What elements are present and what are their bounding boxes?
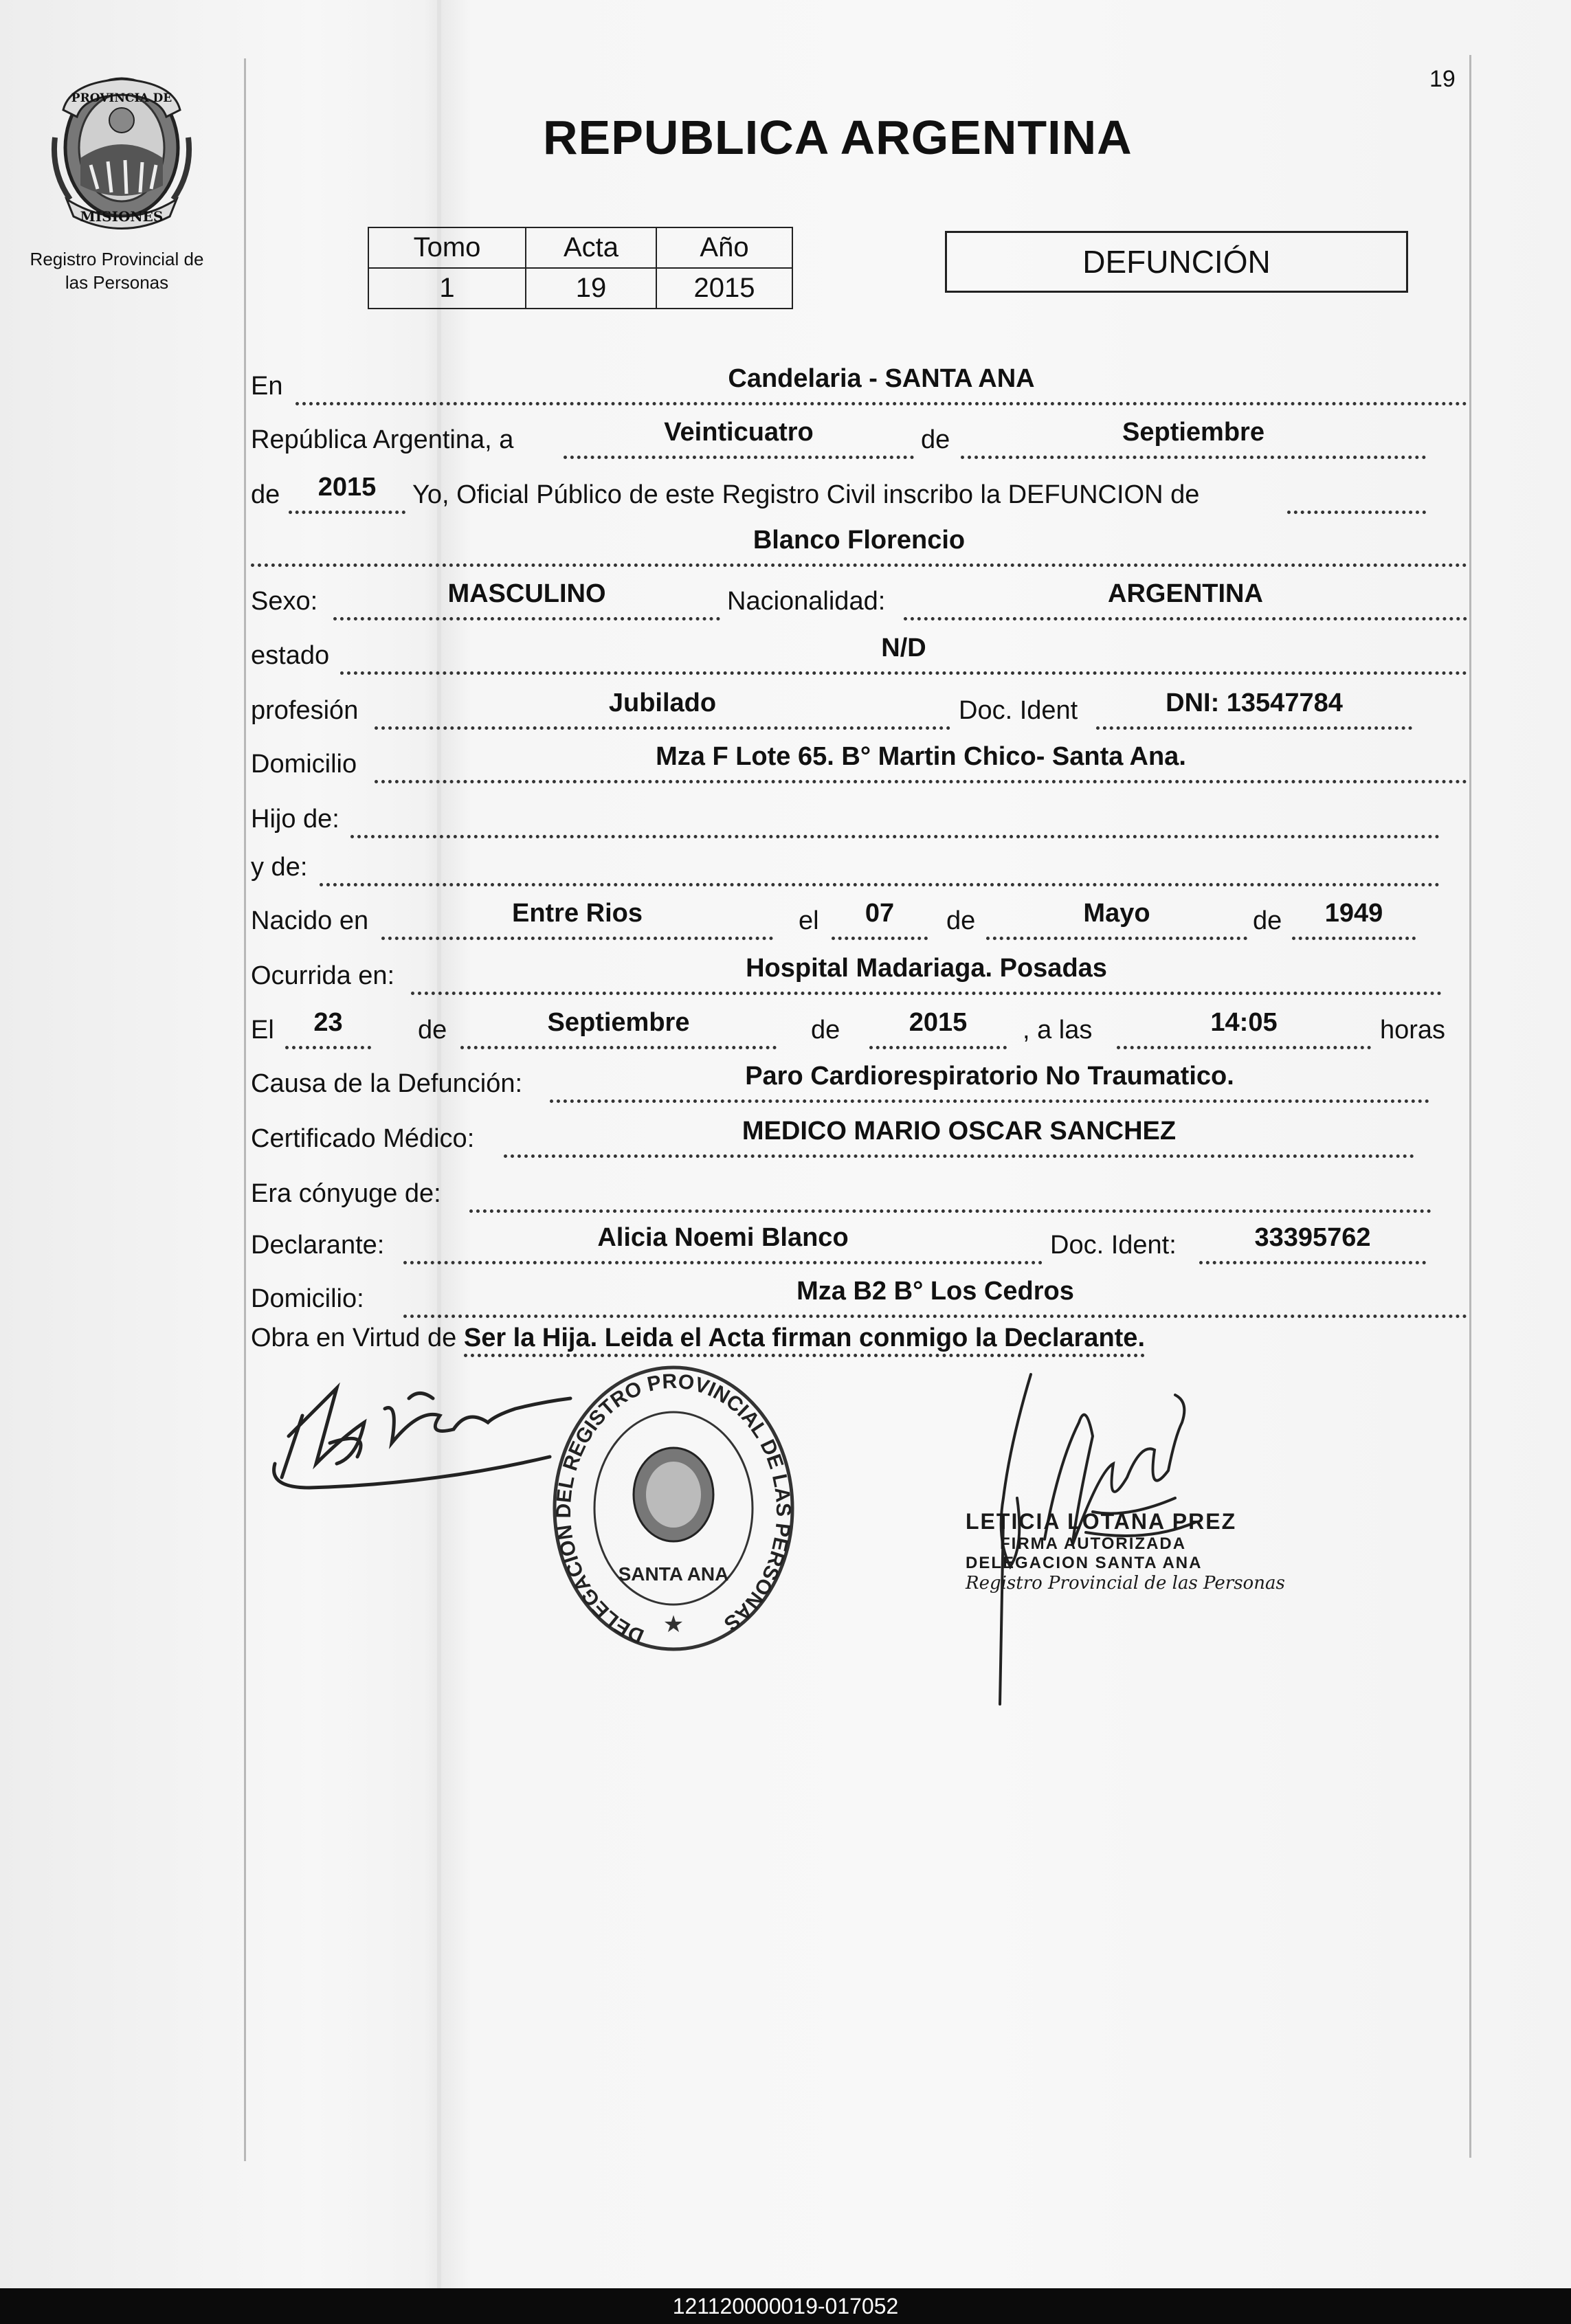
- right-margin-line: [1469, 55, 1471, 2158]
- value-acta: 19: [526, 268, 656, 309]
- label-causa: Causa de la Defunción:: [251, 1069, 523, 1098]
- label-ocurrida-en: Ocurrida en:: [251, 961, 395, 990]
- field-causa: Paro Cardiorespiratorio No Traumatico.: [550, 1061, 1429, 1103]
- label-profesion: profesión: [251, 696, 359, 725]
- document-title: REPUBLICA ARGENTINA: [543, 111, 1133, 164]
- label-de-nac-anio: de: [1253, 906, 1282, 935]
- label-domicilio: Domicilio: [251, 750, 357, 779]
- field-blank-oficial: [1287, 472, 1426, 514]
- label-nacionalidad: Nacionalidad:: [727, 587, 886, 616]
- field-domicilio-declarante: Mza B2 B° Los Cedros: [403, 1276, 1467, 1318]
- row-anio-oficial: [251, 473, 1467, 514]
- value-tomo: 1: [368, 268, 526, 309]
- field-anio-nacimiento: 1949: [1292, 898, 1416, 940]
- field-declarante: Alicia Noemi Blanco: [403, 1222, 1043, 1264]
- row-obra-en-virtud: [251, 1316, 1467, 1357]
- label-horas: horas: [1380, 1016, 1446, 1044]
- field-domicilio: Mza F Lote 65. B° Martin Chico- Santa Ana.: [375, 741, 1467, 783]
- row-lugar: [251, 364, 1467, 405]
- label-conyuge: Era cónyuge de:: [251, 1179, 441, 1208]
- row-hijo-de: [251, 797, 1467, 838]
- official-name: LETICIA LOTANA PREZ: [966, 1509, 1237, 1534]
- row-nombre: [251, 526, 1467, 567]
- field-doc-declarante: 33395762: [1199, 1222, 1426, 1264]
- field-hijo-de: [350, 796, 1440, 838]
- obra-line: [251, 1323, 1145, 1353]
- row-conyuge: [251, 1172, 1467, 1213]
- row-domicilio: [251, 742, 1467, 783]
- field-dia: Veinticuatro: [564, 417, 914, 459]
- official-role: FIRMA AUTORIZADA: [1000, 1534, 1187, 1553]
- label-doc: Doc. Ident: [959, 696, 1078, 725]
- field-dia-nacimiento: 07: [832, 898, 928, 940]
- row-fecha-inscripcion: [251, 418, 1467, 459]
- declarant-signature: [274, 1388, 570, 1488]
- field-nacionalidad: ARGENTINA: [904, 579, 1467, 621]
- field-estado: N/D: [340, 633, 1467, 675]
- header-acta: Acta: [526, 227, 656, 268]
- official-delegation: DELEGACION SANTA ANA: [966, 1554, 1203, 1572]
- registry-round-stamp: [553, 1367, 794, 1649]
- svg-text:SANTA ANA: SANTA ANA: [618, 1563, 729, 1585]
- field-nombre: Blanco Florencio: [251, 525, 1467, 567]
- label-republica: República Argentina, a: [251, 425, 514, 454]
- registry-table: [368, 227, 793, 309]
- field-doc: DNI: 13547784: [1096, 688, 1412, 730]
- field-mes-defuncion: Septiembre: [460, 1007, 777, 1049]
- row-causa: [251, 1062, 1467, 1103]
- field-anio-defuncion: 2015: [869, 1007, 1007, 1049]
- label-en: En: [251, 372, 283, 401]
- svg-text:★: ★: [662, 1611, 684, 1638]
- field-lugar-nacimiento: Entre Rios: [381, 898, 773, 940]
- row-estado: [251, 634, 1467, 675]
- row-fecha-defuncion: [251, 1008, 1467, 1049]
- label-domicilio-declarante: Domicilio:: [251, 1284, 364, 1313]
- header-tomo: Tomo: [368, 227, 526, 268]
- barcode-number-bar: 121120000019-017052: [0, 2288, 1571, 2324]
- label-el: el: [799, 906, 819, 935]
- row-profesion-doc: [251, 689, 1467, 730]
- label-sexo: Sexo:: [251, 587, 318, 616]
- label-a-las: , a las: [1023, 1016, 1093, 1044]
- svg-text:DELEGACION DEL REGISTRO PROVIN: DELEGACION DEL REGISTRO PROVINCIAL DE LAS PERSONAS: [552, 1370, 795, 1648]
- field-hora: 14:05: [1117, 1007, 1371, 1049]
- label-certificado: Certificado Médico:: [251, 1124, 475, 1153]
- row-nacimiento: [251, 899, 1467, 940]
- registry-caption: Registro Provincial de las Personas: [30, 249, 204, 293]
- row-certificado: [251, 1117, 1467, 1158]
- value-anio: 2015: [656, 268, 792, 309]
- label-de-def-mes: de: [418, 1016, 447, 1044]
- field-dia-defuncion: 23: [285, 1007, 371, 1049]
- field-certificado: MEDICO MARIO OSCAR SANCHEZ: [504, 1116, 1414, 1158]
- label-el-def: El: [251, 1016, 274, 1044]
- svg-text:MISIONES: MISIONES: [80, 208, 164, 225]
- label-de-anio: de: [251, 480, 280, 509]
- svg-text:PROVINCIA DE: PROVINCIA DE: [71, 91, 172, 105]
- field-ocurrida: Hospital Madariaga. Posadas: [411, 953, 1442, 995]
- label-doc-declarante: Doc. Ident:: [1050, 1231, 1177, 1260]
- field-sexo: MASCULINO: [333, 579, 720, 621]
- field-mes-nacimiento: Mayo: [986, 898, 1247, 940]
- label-y-de: y de:: [251, 853, 308, 882]
- page-number: 19: [1429, 66, 1456, 92]
- label-de-nac-mes: de: [946, 906, 976, 935]
- row-ocurrida: [251, 954, 1467, 995]
- row-y-de: [251, 845, 1467, 886]
- field-y-de: [320, 845, 1440, 886]
- label-nacido-en: Nacido en: [251, 906, 369, 935]
- label-de-def-anio: de: [811, 1016, 840, 1044]
- row-domicilio-declarante: [251, 1277, 1467, 1318]
- provincia-misiones-emblem: [49, 69, 194, 234]
- official-registry: Registro Provincial de las Personas: [966, 1573, 1285, 1594]
- label-hijo-de: Hijo de:: [251, 805, 339, 834]
- field-mes: Septiembre: [961, 417, 1426, 459]
- field-conyuge: [469, 1171, 1431, 1213]
- label-de: de: [921, 425, 950, 454]
- label-declarante: Declarante:: [251, 1231, 385, 1260]
- field-lugar: Candelaria - SANTA ANA: [296, 364, 1467, 405]
- official-stamp: [966, 1509, 1285, 1594]
- label-obra: Obra en Virtud de: [251, 1323, 457, 1352]
- oficial-text: Yo, Oficial Público de este Registro Civil inscribo la DEFUNCION de: [412, 480, 1200, 509]
- field-obra: Ser la Hija. Leida el Acta firman conmigo la Declarante.: [464, 1323, 1145, 1357]
- label-estado: estado: [251, 641, 330, 670]
- document-type-box: DEFUNCIÓN: [945, 231, 1408, 293]
- row-declarante: [251, 1223, 1467, 1264]
- field-anio: 2015: [289, 472, 405, 514]
- row-sexo-nacionalidad: [251, 579, 1467, 621]
- header-anio: Año: [656, 227, 792, 268]
- left-margin-line: [244, 58, 246, 2161]
- field-profesion: Jubilado: [375, 688, 950, 730]
